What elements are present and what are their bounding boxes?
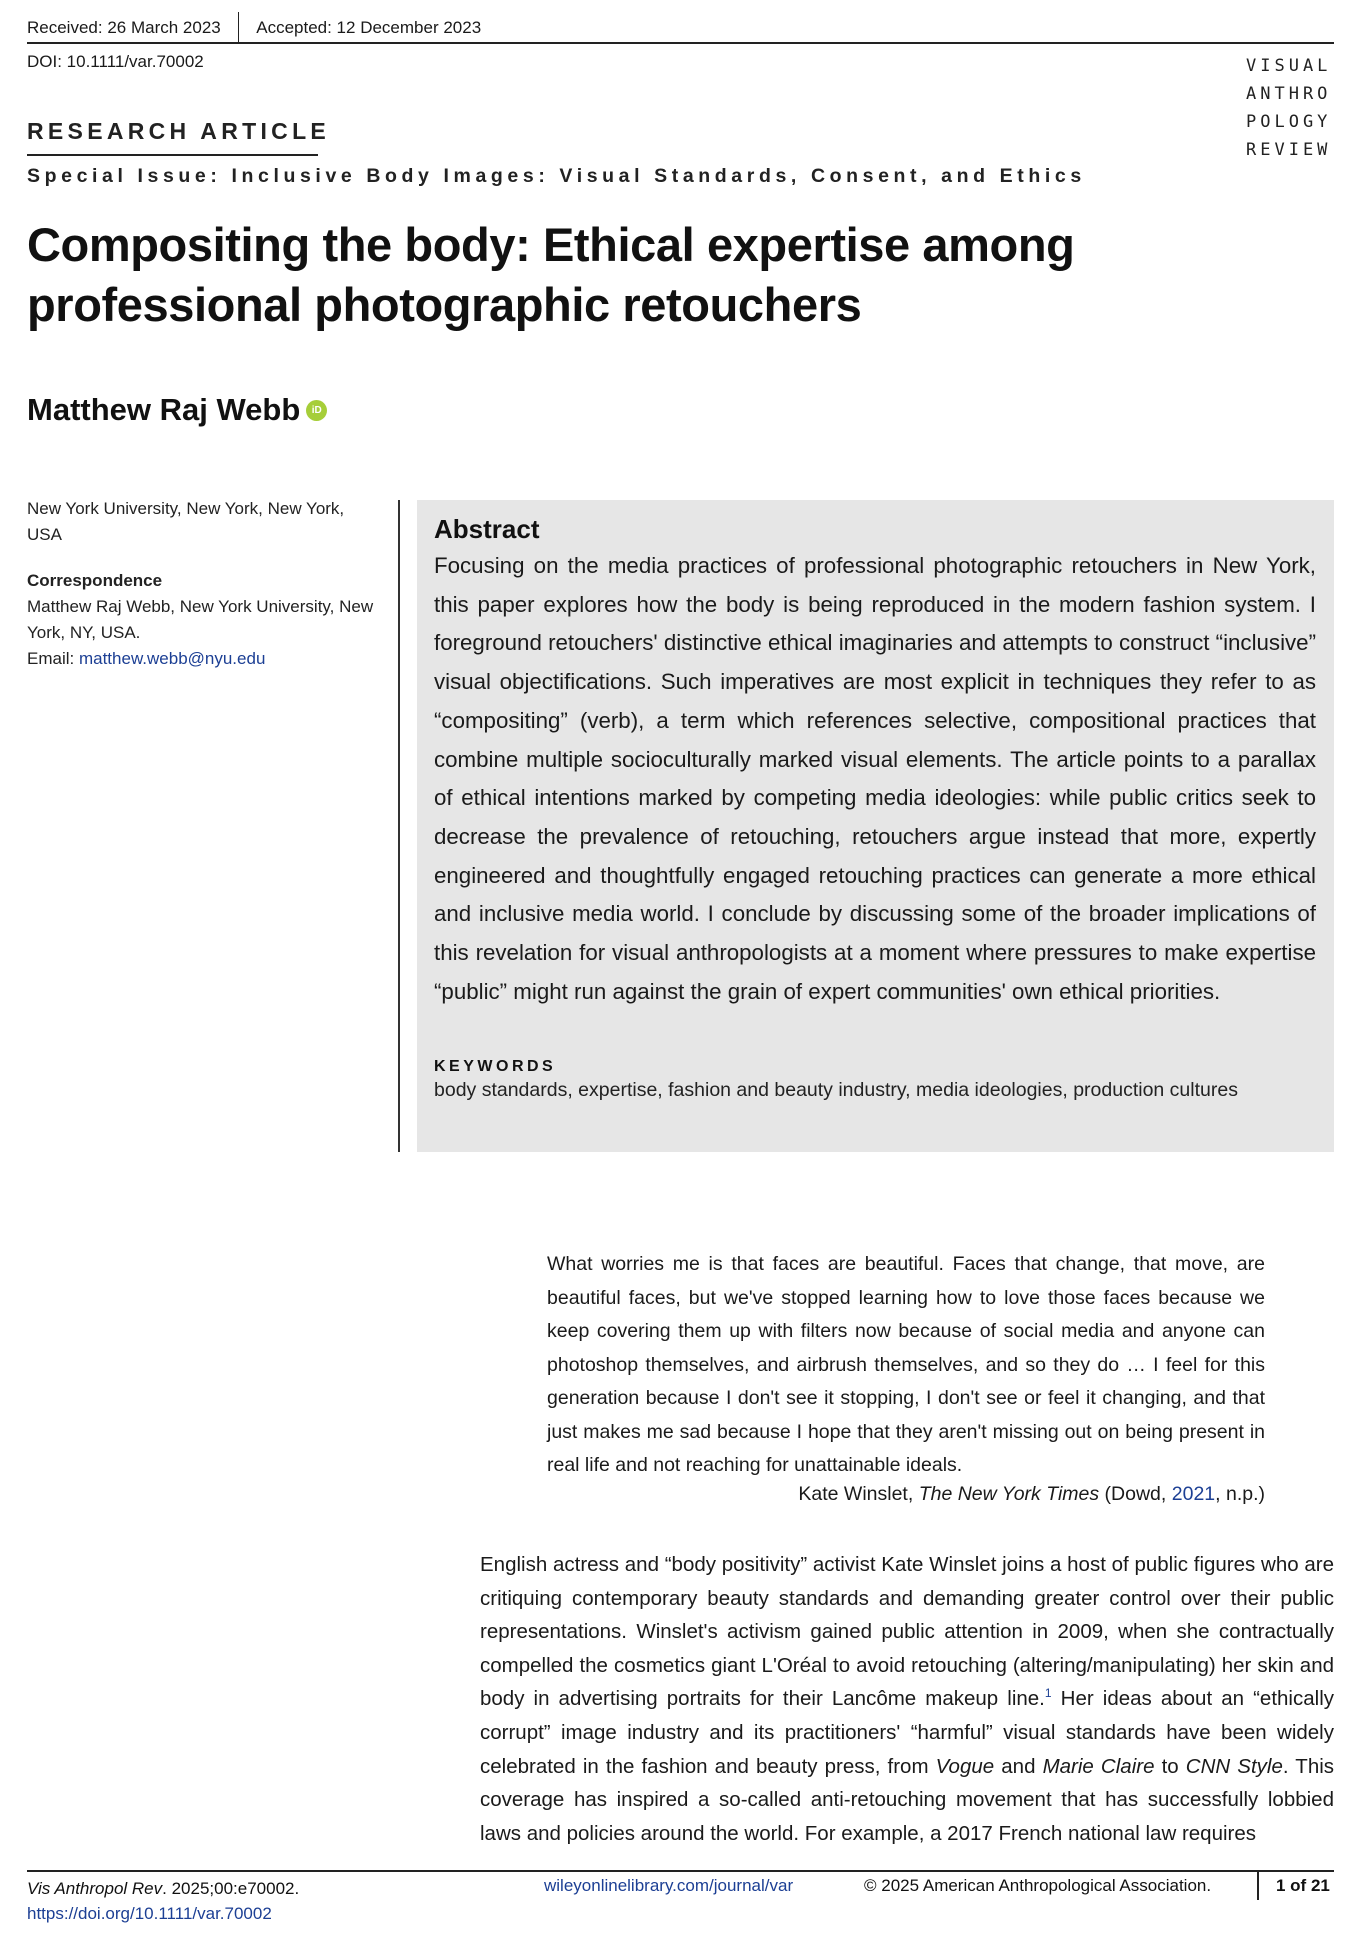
epigraph-cite-open: (Dowd,: [1099, 1483, 1172, 1505]
email-link[interactable]: matthew.webb@nyu.edu: [78, 649, 266, 668]
vogue-title: Vogue: [935, 1754, 995, 1778]
abstract-heading: Abstract: [434, 514, 540, 544]
body-and: and: [994, 1754, 1043, 1778]
journal-logo-line: REVIEW: [1246, 140, 1332, 160]
institution: New York University, New York, New York, USA: [27, 499, 345, 544]
received-date: Received: 26 March 2023: [27, 18, 221, 37]
citation-journal: Vis Anthropol Rev: [27, 1879, 163, 1898]
epigraph-person: Kate Winslet,: [798, 1483, 919, 1505]
keywords-text: body standards, expertise, fashion and beauty industry, media ideologies, production cultures: [434, 1079, 1238, 1102]
email-label: Email:: [27, 649, 79, 668]
citation-rest: . 2025;00:e70002.: [162, 1879, 300, 1898]
author: [27, 392, 327, 428]
epigraph-quote: What worries me is that faces are beautiful. Faces that change, that move, are beautiful faces, but we've stopped learning how to love those faces because we keep covering them up with filters now because of social media and anyone can photoshop themselves, and airbrush themselves, and so they do … I feel for this generation because I don't see it stopping, I don't see or feel it changing, and that just makes me sad because I hope that they aren't missing out on being present in real life and not reaching for unattainable ideals.: [547, 1253, 1265, 1476]
journal-site-link[interactable]: wileyonlinelibrary.com/journal/var: [544, 1876, 794, 1895]
page-number: 1 of 21: [1276, 1876, 1330, 1895]
abstract-box: [417, 500, 1334, 1152]
correspondence-text: Matthew Raj Webb, New York University, New York, NY, USA.: [27, 597, 374, 642]
journal-logo-line: ANTHRO: [1246, 84, 1332, 104]
epigraph-source: [547, 1483, 1265, 1506]
footer-rule: [27, 1870, 1334, 1872]
epigraph-cite-close: , n.p.): [1215, 1483, 1265, 1505]
dates-divider: [238, 12, 240, 44]
abstract-text: Focusing on the media practices of professional photographic retouchers in New York, this paper explores how the body is being reproduced in the modern fashion system. I foreground retouchers' distinctive ethical imaginaries and attempts to construct “inclusive” visual objectifications. Such imperatives are most explicit in techniques they refer to as “compositing” (verb), a term which references selective, compositional practices that combine multiple socioculturally marked visual elements. The article points to a parallax of ethical intentions marked by competing media ideologies: while public critics seek to decrease the prevalence of retouching, retouchers argue instead that more, expertly engineered and thoughtfully engaged retouching practices can generate a more ethical and inclusive media world. I conclude by discussing some of the broader implications of this revelation for visual anthropologists at a moment where pressures to make expertise “public” might run against the grain of expert communities' own ethical priorities.: [434, 553, 1316, 1004]
affiliation-block: [27, 496, 377, 672]
journal-logo: [1246, 52, 1331, 164]
article-type-underline: [27, 154, 318, 156]
citation-year-link[interactable]: 2021: [1171, 1483, 1216, 1505]
footnote-link[interactable]: 1: [1044, 1686, 1052, 1701]
journal-logo-line: POLOGY: [1246, 112, 1332, 132]
affiliation-divider: [398, 500, 400, 1152]
header-rule: [27, 42, 1334, 44]
body-to: to: [1154, 1754, 1186, 1778]
author-name[interactable]: Matthew Raj Webb: [27, 392, 301, 427]
footer-divider: [1257, 1872, 1259, 1900]
epigraph-publication: The New York Times: [918, 1483, 1100, 1505]
marie-claire-title: Marie Claire: [1042, 1754, 1155, 1778]
body-paragraph: [480, 1548, 1334, 1850]
body-text-b: Her ideas about an “ethically corrupt” image industry and its practitioners' “harmful” visual standards have been widely celebrated in the fashion and beauty press, from: [480, 1687, 1334, 1778]
copyright: © 2025 American Anthropological Association.: [864, 1876, 1212, 1895]
citation-line: [27, 1876, 299, 1901]
keywords-heading: KEYWORDS: [434, 1058, 557, 1076]
email-line: [27, 646, 377, 672]
footer-citation: [27, 1876, 299, 1926]
orcid-icon[interactable]: iD: [306, 400, 327, 421]
doi: DOI: 10.1111/var.70002: [27, 52, 204, 71]
article-dates: [27, 12, 481, 44]
special-issue: Special Issue: Inclusive Body Images: Visual Standards, Consent, and Ethics: [27, 165, 1086, 187]
accepted-date: Accepted: 12 December 2023: [256, 18, 482, 37]
cnn-style-title: CNN Style: [1185, 1754, 1283, 1778]
journal-logo-line: VISUAL: [1246, 56, 1332, 76]
body-text-a: English actress and “body positivity” activist Kate Winslet joins a host of public figures who are critiquing contemporary beauty standards and demanding greater control over their public representations. Winslet's activism gained public attention in 2009, when she contractually compelled the cosmetics giant L'Oréal to avoid retouching (altering/manipulating) her skin and body in advertising portraits for their Lancôme makeup line.: [480, 1553, 1334, 1711]
body-text-c: . This coverage has inspired a so-called anti-retouching movement that has successfully lobbied laws and policies around the world. For example, a 2017 French national law requires: [480, 1754, 1335, 1845]
doi-link[interactable]: https://doi.org/10.1111/var.70002: [27, 1904, 272, 1923]
article-type: RESEARCH ARTICLE: [27, 118, 331, 144]
article-title: Compositing the body: Ethical expertise among professional photographic retouchers: [27, 218, 1075, 331]
correspondence-heading: Correspondence: [27, 571, 163, 590]
